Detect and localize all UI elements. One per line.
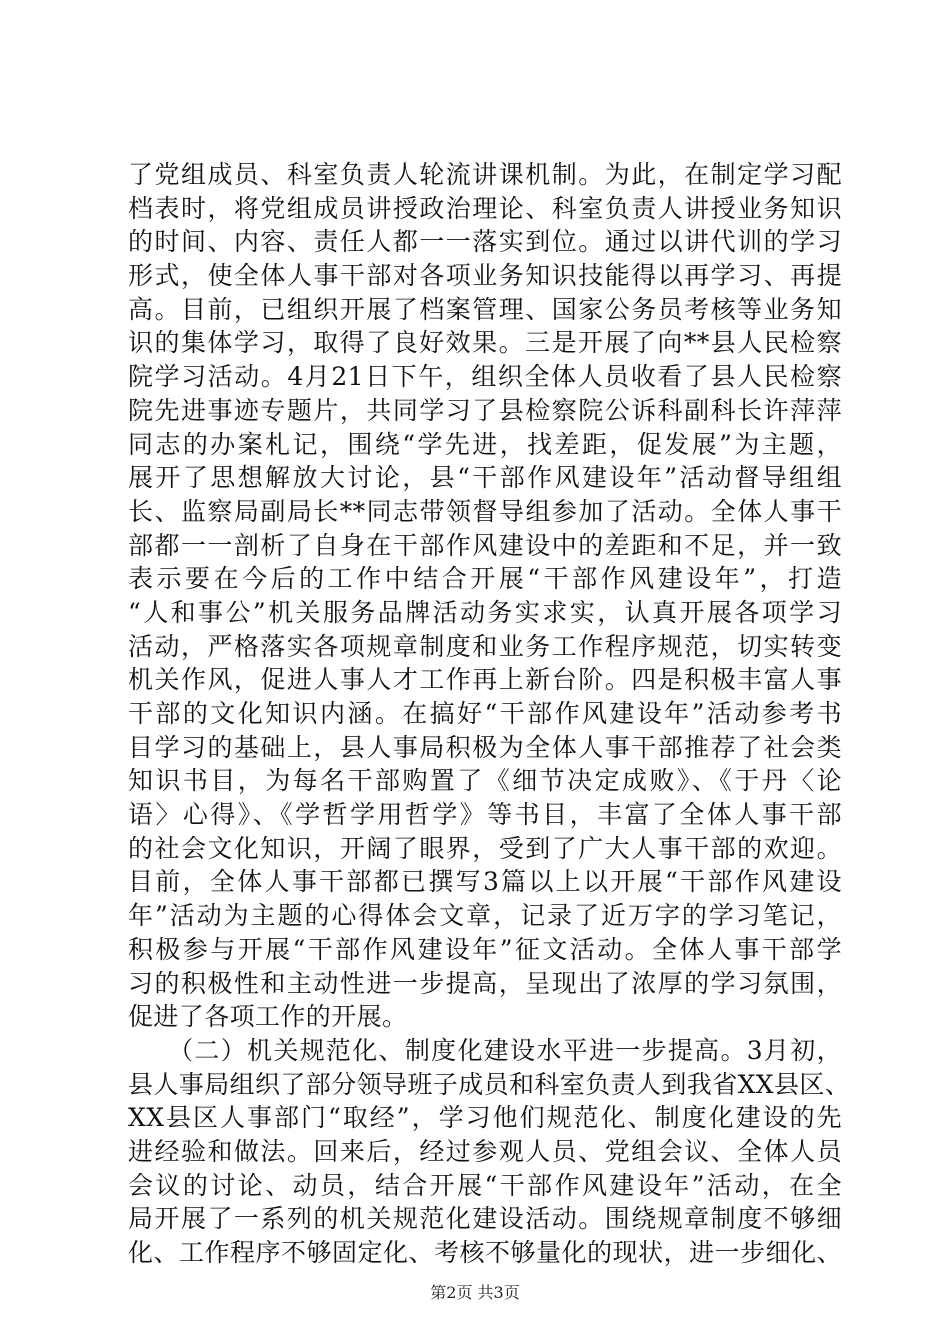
text-line: 部都一一剖析了自身在干部作风建设中的差距和不足，并一致 bbox=[128, 530, 842, 560]
text-line: 目学习的基础上，县人事局积极为全体人事干部推荐了社会类 bbox=[128, 732, 842, 762]
text-line: 积极参与开展“干部作风建设年”征文活动。全体人事干部学 bbox=[128, 934, 842, 964]
text-line: 表示要在今后的工作中结合开展“干部作风建设年”，打造 bbox=[128, 564, 842, 594]
text-line: 的社会文化知识，开阔了眼界，受到了广大人事干部的欢迎。 bbox=[128, 833, 842, 863]
text-line: 干部的文化知识内涵。在搞好“干部作风建设年”活动参考书 bbox=[128, 699, 842, 728]
text-line: 目前，全体人事干部都已撰写3篇以上以开展“干部作风建设 bbox=[128, 867, 842, 897]
text-line: 机关作风，促进人事人才工作再上新台阶。四是积极丰富人事 bbox=[128, 665, 842, 695]
text-line: 了党组成员、科室负责人轮流讲课机制。为此，在制定学习配 bbox=[128, 160, 842, 189]
section-heading-line: （二）机关规范化、制度化建设水平进一步提高。3月初， bbox=[128, 1035, 842, 1065]
document-body bbox=[128, 158, 851, 1270]
text-line: “人和事公”机关服务品牌活动务实求实，认真开展各项学习 bbox=[128, 597, 842, 627]
text-line: 档表时，将党组成员讲授政治理论、科室负责人讲授业务知识 bbox=[128, 193, 842, 223]
text-line: XX县区人事部门“取经”，学习他们规范化、制度化建设的先 bbox=[128, 1103, 842, 1133]
text-line: 院学习活动。4月21日下午，组织全体人员收看了县人民检察 bbox=[128, 362, 842, 392]
text-line: 的时间、内容、责任人都一一落实到位。通过以讲代训的学习 bbox=[128, 227, 842, 257]
text-line: 同志的办案札记，围绕“学先进，找差距，促发展”为主题， bbox=[128, 429, 842, 459]
text-line: 院先进事迹专题片，共同学习了县检察院公诉科副科长许萍萍 bbox=[128, 395, 842, 425]
text-line: 促进了各项工作的开展。 bbox=[128, 1002, 408, 1032]
text-line: 年”活动为主题的心得体会文章，记录了近万字的学习笔记， bbox=[128, 901, 842, 931]
text-line: 展开了思想解放大讨论，县“干部作风建设年”活动督导组组 bbox=[128, 463, 842, 493]
text-line: 进经验和做法。回来后，经过参观人员、党组会议、全体人员 bbox=[128, 1136, 842, 1166]
text-line: 长、监察局副局长**同志带领督导组参加了活动。全体人事干 bbox=[128, 496, 842, 526]
text-line: 活动，严格落实各项规章制度和业务工作程序规范，切实转变 bbox=[128, 631, 842, 661]
text-line: 语〉心得》、《学哲学用哲学》等书目，丰富了全体人事干部 bbox=[128, 800, 842, 830]
text-line: 局开展了一系列的机关规范化建设活动。围绕规章制度不够细 bbox=[128, 1204, 842, 1234]
text-line: 县人事局组织了部分领导班子成员和科室负责人到我省XX县区、 bbox=[128, 1069, 851, 1099]
text-line: 形式，使全体人事干部对各项业务知识技能得以再学习、再提 bbox=[128, 261, 842, 291]
text-line: 化、工作程序不够固定化、考核不够量化的现状，进一步细化、 bbox=[128, 1238, 842, 1267]
text-line: 习的积极性和主动性进一步提高，呈现出了浓厚的学习氛围， bbox=[128, 968, 842, 998]
text-line: 高。目前，已组织开展了档案管理、国家公务员考核等业务知 bbox=[128, 294, 842, 324]
text-line: 会议的讨论、动员，结合开展“干部作风建设年”活动，在全 bbox=[128, 1170, 842, 1200]
text-line: 知识书目，为每名干部购置了《细节决定成败》、《于丹〈论 bbox=[128, 766, 842, 796]
page-footer: 第2页 共3页 bbox=[430, 1283, 520, 1302]
text-line: 识的集体学习，取得了良好效果。三是开展了向**县人民检察 bbox=[128, 328, 842, 358]
